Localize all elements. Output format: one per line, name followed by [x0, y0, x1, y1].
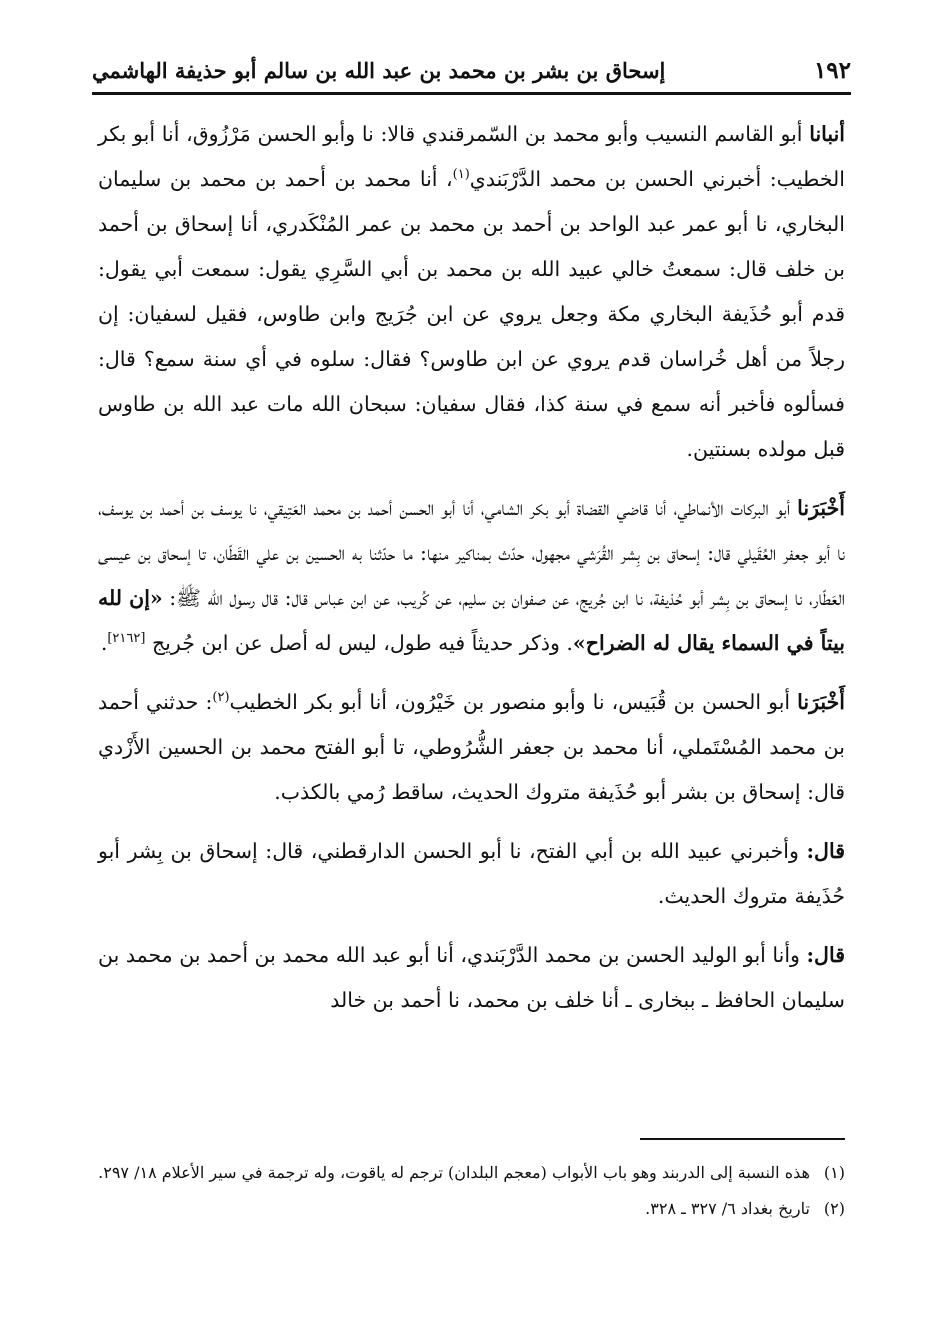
paragraph-1	[98, 112, 845, 472]
footnote-number: (١)	[823, 1163, 845, 1182]
footnote-number: (٢)	[823, 1199, 845, 1218]
running-title: إسحاق بن بشر بن محمد بن عبد الله بن سالم أبو حذيفة الهاشمي	[92, 57, 666, 83]
footnote-divider	[640, 1138, 845, 1140]
footnote-text: تاريخ بغداد ٦/ ٣٢٧ ـ ٣٢٨.	[645, 1199, 810, 1218]
paragraph-lead: أَخْبَرَنا	[797, 496, 845, 520]
footnote-text: هذه النسبة إلى الدربند وهو باب الأبواب (معجم البلدان) ترجم له ياقوت، وله ترجمة في سير الأعلام ١٨/ ٢٩٧.	[98, 1163, 810, 1182]
footnote-ref: (٢)	[212, 690, 230, 706]
footnote-2	[98, 1194, 845, 1224]
paragraph-text: أبو الحسن بن قُبَيس، نا وأبو منصور بن خَيْرُون، أنا أبو بكر الخطيب	[229, 690, 798, 714]
paragraph-lead: أنبانا	[809, 122, 845, 146]
page-number: ١٩٢	[813, 56, 851, 84]
paragraph-text: أبو البركات الأنماطي، أنا قاضي القضاة أبو بكر الشامي، أنا أبو الحسن أحمد بن محمد العَتِيقي، نا يوسف بن أحمد بن يوسف، نا أبو جعفر العُقَيلي قال: إسحاق بن بِشر القُرَشي مجهول، حدّث بمناكير منها: ما حدّثنا به الحسين بن علي القَطّان، تا إسحاق بن عيسى العَطّار، نا إسحاق بن بِشر أبو حُذيفة، نا ابن جُريج، عن صفوان بن سليم، عن كُريب، عن ابن عباس قال: قال رسول الله ﷺ:	[98, 496, 845, 610]
paragraph-lead: أَخْبَرَنا	[797, 690, 845, 714]
paragraph-5	[98, 933, 845, 1023]
paragraph-lead: قال:	[806, 839, 845, 863]
paragraph-4	[98, 829, 845, 919]
paragraph-text: وأنا أبو الوليد الحسن بن محمد الدَّرْبَندي، أنا أبو عبد الله محمد بن أحمد بن محمد بن سليمان الحافظ ـ ببخارى ـ أنا خلف بن محمد، نا أحمد بن خالد	[98, 943, 845, 1012]
footnote-ref: (١)	[452, 167, 470, 183]
main-text	[98, 112, 845, 1037]
paragraph-text: وأخبرني عبيد الله بن أبي الفتح، نا أبو الحسن الدارقطني، قال: إسحاق بن بِشر أبو حُذَيفة متروك الحديث.	[98, 839, 845, 908]
paragraph-text: . وذكر حديثاً فيه طول، ليس له أصل عن ابن جُريج	[145, 631, 573, 655]
paragraph-2	[98, 486, 845, 666]
hadith-quote: «إن لله بيتاً في السماء يقال له الضراح»	[98, 586, 845, 655]
paragraph-text: .	[100, 631, 108, 655]
paragraph-text: : حدثني أحمد بن محمد المُسْتَملي، أنا محمد بن جعفر الشُّرُوطي، تا أبو الفتح محمد بن الحسين الأَزْدي قال: إسحاق بن بشر أبو حُذَيفة متروك الحديث، ساقط رُمي بالكذب.	[98, 690, 845, 804]
footnotes	[98, 1158, 845, 1230]
paragraph-3	[98, 680, 845, 815]
running-header	[92, 48, 851, 95]
paragraph-text: ، أنا محمد بن أحمد بن محمد بن سليمان البخاري، نا أبو عمر عبد الواحد بن أحمد بن محمد بن عمر المُنْكَدري، أنا إسحاق بن أحمد بن خلف قال: سمعتُ خالي عبيد الله بن محمد بن أبي السَّرِي يقول: سمعت أبي يقول: قدم أبو حُذَيفة البخاري مكة وجعل يروي عن ابن جُرَيج وابن طاوس، فقيل لسفيان: إن رجلاً من أهل خُراسان قدم يروي عن ابن طاوس؟ فقال: سلوه في أي سنة سمع؟ قال: فسألوه فأخبر أنه سمع في سنة كذا، فقال سفيان: سبحان الله مات عبد الله بن طاوس قبل مولده بسنتين.	[98, 167, 845, 461]
footnote-1	[98, 1158, 845, 1188]
hadith-number: [٢١٦٢]	[107, 631, 146, 647]
paragraph-text: أبو القاسم النسيب وأبو محمد بن السّمرقندي قالا: نا وأبو الحسن مَرْزُوق، أنا أبو بكر الخطيب: أخبرني الحسن بن محمد الدَّرْبَندي	[98, 122, 845, 191]
paragraph-lead: قال:	[806, 943, 845, 967]
